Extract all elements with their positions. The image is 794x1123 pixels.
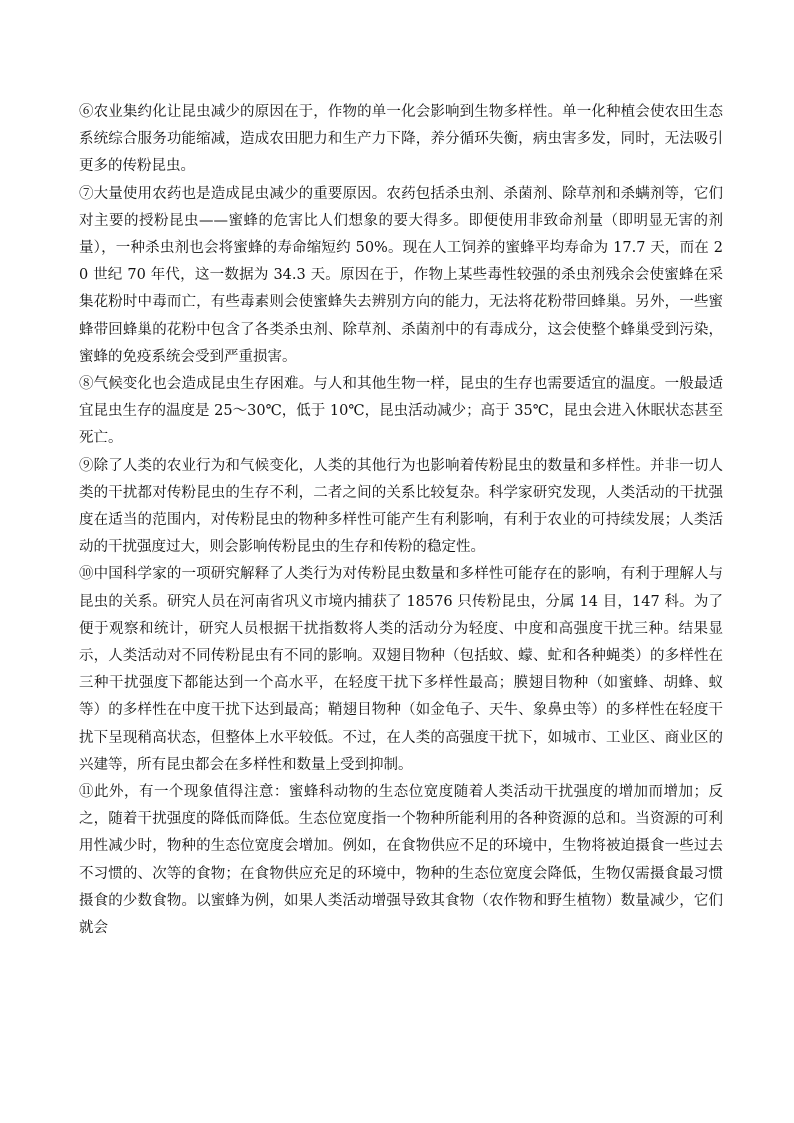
paragraph-11-niche-width: ⑪此外，有一个现象值得注意：蜜蜂科动物的生态位宽度随着人类活动干扰强度的增加而增加；反之，随着干扰强度的降低而降低。生态位宽度指一个物种所能利用的各种资源的总和。当资源的可利用性减少时，物种的生态位宽度会增加。例如，在食物供应不足的环境中，生物将被迫摄食一些过去不习惯的、次等的食物；在食物供应充足的环境中，物种的生态位宽度会降低，生物仅需摄食最习惯摄食的少数食物。以蜜蜂为例，如果人类活动增强导致其食物（农作物和野生植物）数量减少，它们就会 <box>79 784 723 937</box>
document-page <box>79 99 723 942</box>
paragraph-8-climate-change: ⑧气候变化也会造成昆虫生存困难。与人和其他生物一样，昆虫的生存也需要适宜的温度。一般最适宜昆虫生存的温度是 25～30℃，低于 10℃，昆虫活动减少；高于 35℃，昆虫会进入休眠状态甚至死亡。 <box>79 376 723 447</box>
paragraph-7-pesticide-use: ⑦大量使用农药也是造成昆虫减少的重要原因。农药包括杀虫剂、杀菌剂、除草剂和杀螨剂等，它们对主要的授粉昆虫——蜜蜂的危害比人们想象的要大得多。即便使用非致命剂量（即明显无害的剂量），一种杀虫剂也会将蜜蜂的寿命缩短约 50%。现在人工饲养的蜜蜂平均寿命为 17.7 天，而在 20 世纪 70 年代，这一数据为 34.3 天。原因在于，作物上某些毒性较强的杀虫剂残余会使蜜蜂在采集花粉时中毒而亡，有些毒素则会使蜜蜂失去辨别方向的能力，无法将花粉带回蜂巢。另外，一些蜜蜂带回蜂巢的花粉中包含了各类杀虫剂、除草剂、杀菌剂中的有毒成分，这会使整个蜂巢受到污染，蜜蜂的免疫系统会受到严重损害。 <box>79 185 723 365</box>
paragraph-10-chinese-study: ⑩中国科学家的一项研究解释了人类行为对传粉昆虫数量和多样性可能存在的影响，有利于理解人与昆虫的关系。研究人员在河南省巩义市境内捕获了 18576 只传粉昆虫，分属 14 目，147 科。为了便于观察和统计，研究人员根据干扰指数将人类的活动分为轻度、中度和高强度干扰三种。结果显示，人类活动对不同传粉昆虫有不同的影响。双翅目物种（包括蚊、蠓、虻和各种蝇类）的多样性在三种干扰强度下都能达到一个高水平，在轻度干扰下多样性最高；膜翅目物种（如蜜蜂、胡蜂、蚁等）的多样性在中度干扰下达到最高；鞘翅目物种（如金龟子、天牛、象鼻虫等）的多样性在轻度干扰下呈现稍高状态，但整体上水平较低。不过，在人类的高强度干扰下，如城市、工业区、商业区的兴建等，所有昆虫都会在多样性和数量上受到抑制。 <box>79 566 723 773</box>
paragraph-9-human-disturbance: ⑨除了人类的农业行为和气候变化，人类的其他行为也影响着传粉昆虫的数量和多样性。并非一切人类的干扰都对传粉昆虫的生存不利，二者之间的关系比较复杂。科学家研究发现，人类活动的干扰强度在适当的范围内，对传粉昆虫的物种多样性可能产生有利影响，有利于农业的可持续发展；人类活动的干扰强度过大，则会影响传粉昆虫的生存和传粉的稳定性。 <box>79 457 723 556</box>
paragraph-6-agricultural-intensification: ⑥农业集约化让昆虫减少的原因在于，作物的单一化会影响到生物多样性。单一化种植会使农田生态系统综合服务功能缩减，造成农田肥力和生产力下降，养分循环失衡，病虫害多发，同时，无法吸引更多的传粉昆虫。 <box>79 104 723 175</box>
